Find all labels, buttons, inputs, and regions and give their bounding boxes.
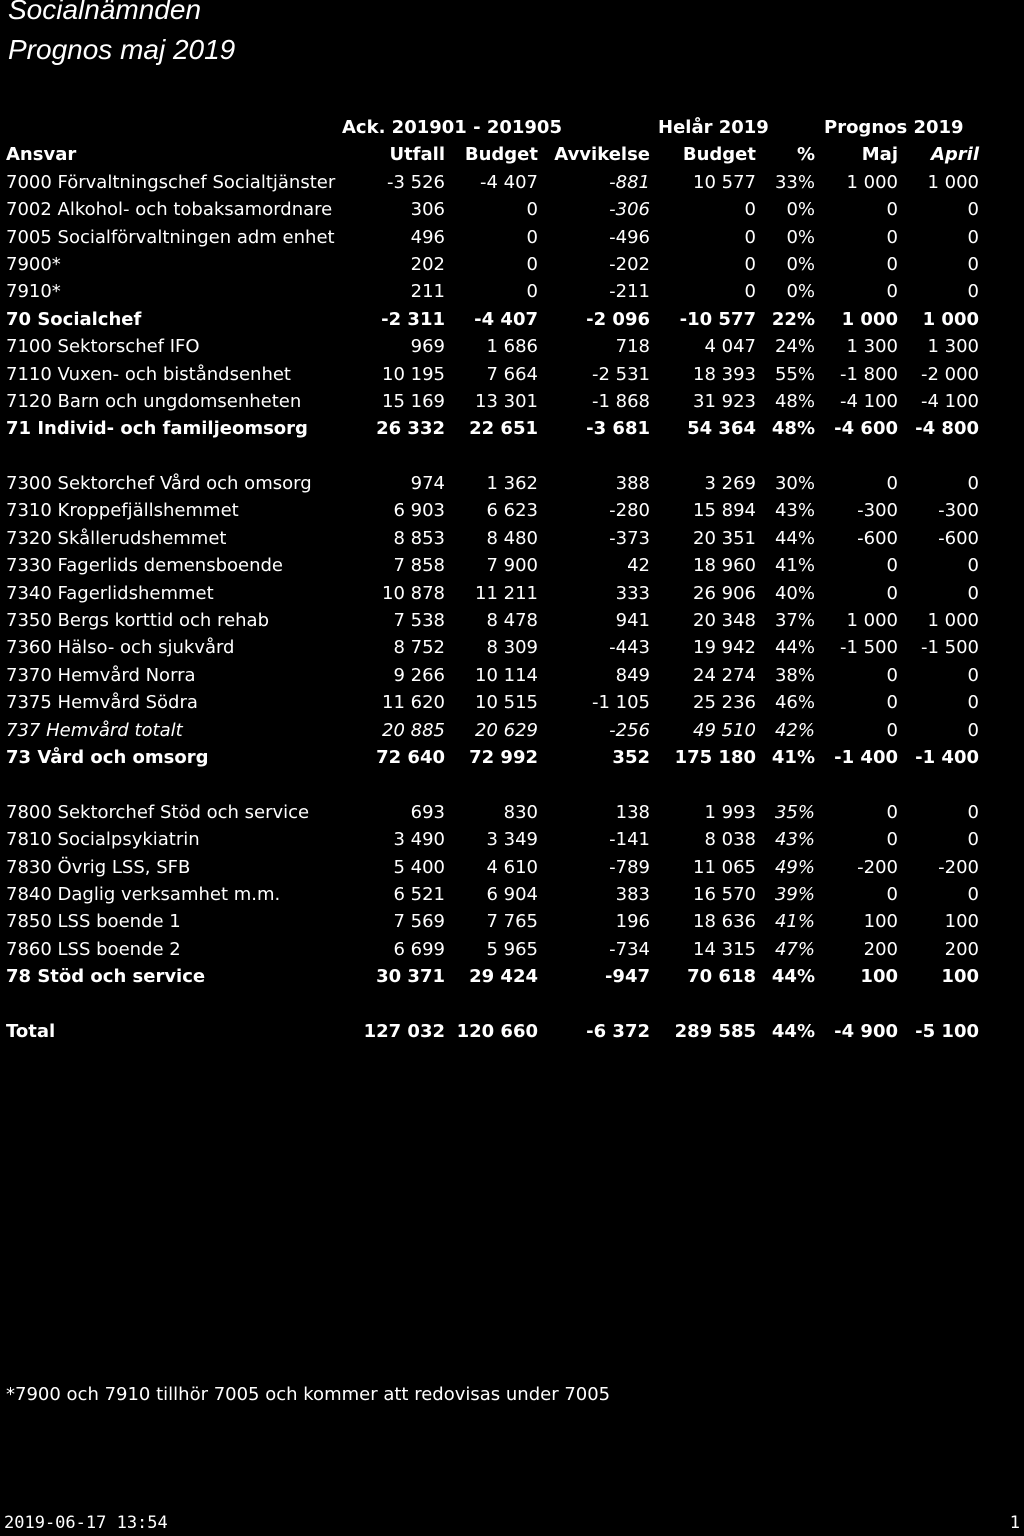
cell-budget: 4 610: [486, 856, 538, 878]
table-row: [0, 881, 1024, 908]
cell-budget: 3 349: [486, 829, 538, 851]
cell-budget-helar: 16 570: [693, 883, 756, 905]
cell-avvikelse: 333: [615, 582, 650, 604]
cell-percent: 44%: [771, 1020, 815, 1042]
cell-maj: 0: [886, 253, 898, 275]
cell-budget-helar: 18 960: [693, 555, 756, 577]
cell-maj: -1 400: [834, 746, 898, 768]
cell-percent: 39%: [774, 883, 815, 905]
table-row: [0, 224, 1024, 251]
cell-april: -1 500: [920, 637, 979, 659]
cell-avvikelse: -734: [609, 938, 650, 960]
row-label: 737 Hemvård totalt: [6, 719, 183, 741]
cell-avvikelse: -306: [609, 199, 650, 221]
row-label: 7310 Kroppefjällshemmet: [6, 500, 239, 522]
cell-budget: 20 629: [475, 719, 538, 741]
cell-utfall: 30 371: [376, 966, 445, 988]
cell-budget-helar: 0: [744, 199, 756, 221]
table-row: [0, 744, 1024, 771]
cell-maj: -4 600: [834, 418, 898, 440]
cell-budget-helar: 70 618: [687, 966, 756, 988]
group-header-prognos: Prognos 2019: [824, 117, 964, 138]
cell-budget-helar: 4 047: [704, 336, 756, 358]
cell-budget-helar: 0: [744, 253, 756, 275]
cell-budget: 8 478: [486, 610, 538, 632]
cell-april: -200: [938, 856, 979, 878]
row-label: 7320 Skållerudshemmet: [6, 527, 227, 549]
spacer-row: [0, 443, 1024, 470]
cell-budget-helar: 289 585: [674, 1020, 756, 1042]
cell-avvikelse: 718: [615, 336, 650, 358]
cell-maj: 0: [886, 692, 898, 714]
cell-budget-helar: 8 038: [704, 829, 756, 851]
cell-avvikelse: -211: [609, 281, 650, 303]
col-header-maj: Maj: [861, 144, 898, 166]
cell-maj: 0: [886, 473, 898, 495]
cell-budget: 0: [526, 199, 538, 221]
cell-percent: 48%: [771, 418, 815, 440]
cell-budget-helar: 20 351: [693, 527, 756, 549]
table-row: [0, 607, 1024, 634]
cell-april: -5 100: [915, 1020, 979, 1042]
cell-april: -300: [938, 500, 979, 522]
cell-budget-helar: 49 510: [693, 719, 756, 741]
cell-avvikelse: -2 096: [586, 308, 650, 330]
cell-april: 0: [967, 281, 979, 303]
cell-percent: 47%: [774, 938, 815, 960]
table-row: [0, 799, 1024, 826]
cell-april: 1 000: [927, 171, 979, 193]
cell-budget-helar: 10 577: [693, 171, 756, 193]
cell-utfall: 127 032: [363, 1020, 445, 1042]
cell-maj: -600: [857, 527, 898, 549]
table-row: [0, 333, 1024, 360]
table-row: [0, 1018, 1024, 1045]
cell-utfall: 7 858: [393, 555, 445, 577]
row-label: 7340 Fagerlidshemmet: [6, 582, 214, 604]
row-label: Total: [6, 1020, 56, 1042]
cell-budget-helar: 18 636: [693, 911, 756, 933]
cell-percent: 40%: [774, 582, 815, 604]
cell-avvikelse: -202: [609, 253, 650, 275]
cell-april: 100: [941, 966, 979, 988]
table-row: [0, 388, 1024, 415]
cell-april: 0: [967, 473, 979, 495]
cell-april: 0: [967, 883, 979, 905]
cell-percent: 44%: [771, 966, 815, 988]
cell-april: -600: [938, 527, 979, 549]
row-label: 7900*: [6, 253, 61, 275]
cell-utfall: 693: [410, 801, 445, 823]
cell-budget-helar: -10 577: [679, 308, 756, 330]
table-row: [0, 936, 1024, 963]
cell-percent: 33%: [774, 171, 815, 193]
cell-avvikelse: -373: [609, 527, 650, 549]
row-label: 7100 Sektorschef IFO: [6, 336, 200, 358]
row-label: 73 Vård och omsorg: [6, 746, 209, 768]
cell-utfall: 7 569: [393, 911, 445, 933]
cell-avvikelse: -2 531: [591, 363, 650, 385]
cell-maj: 1 000: [846, 610, 898, 632]
row-label: 7850 LSS boende 1: [6, 911, 181, 933]
cell-avvikelse: 383: [615, 883, 650, 905]
cell-budget-helar: 24 274: [693, 664, 756, 686]
cell-budget: 0: [526, 281, 538, 303]
col-header-budget: Budget: [464, 144, 538, 166]
table-row: [0, 306, 1024, 333]
row-label: 7375 Hemvård Södra: [6, 692, 198, 714]
cell-budget: 11 211: [475, 582, 538, 604]
cell-april: -2 000: [920, 363, 979, 385]
cell-budget-helar: 26 906: [693, 582, 756, 604]
cell-budget-helar: 18 393: [693, 363, 756, 385]
cell-maj: 0: [886, 226, 898, 248]
cell-maj: 0: [886, 664, 898, 686]
cell-budget-helar: 0: [744, 226, 756, 248]
cell-budget-helar: 15 894: [693, 500, 756, 522]
row-label: 7110 Vuxen- och biståndsenhet: [6, 363, 291, 385]
table-row: [0, 826, 1024, 853]
cell-april: -1 400: [915, 746, 979, 768]
col-header-ansvar: Ansvar: [6, 144, 77, 166]
cell-avvikelse: -3 681: [586, 418, 650, 440]
cell-april: -4 800: [915, 418, 979, 440]
cell-avvikelse: -280: [609, 500, 650, 522]
cell-budget: 120 660: [456, 1020, 538, 1042]
cell-budget: -4 407: [474, 308, 538, 330]
col-header-utfall: Utfall: [389, 144, 445, 166]
cell-avvikelse: -256: [609, 719, 650, 741]
row-label: 7005 Socialförvaltningen adm enhet: [6, 226, 335, 248]
cell-maj: 0: [886, 582, 898, 604]
cell-avvikelse: -496: [609, 226, 650, 248]
cell-april: 100: [944, 911, 979, 933]
cell-april: 0: [967, 719, 979, 741]
cell-utfall: 26 332: [376, 418, 445, 440]
cell-percent: 42%: [774, 719, 815, 741]
cell-budget: 72 992: [469, 746, 538, 768]
cell-budget-helar: 11 065: [693, 856, 756, 878]
cell-percent: 0%: [786, 253, 815, 275]
cell-avvikelse: -6 372: [586, 1020, 650, 1042]
table-row: [0, 854, 1024, 881]
cell-budget: 22 651: [469, 418, 538, 440]
budget-table: [0, 114, 1024, 1045]
table-row: [0, 169, 1024, 196]
cell-avvikelse: -443: [609, 637, 650, 659]
cell-budget: 5 965: [486, 938, 538, 960]
cell-budget: 1 362: [486, 473, 538, 495]
cell-budget-helar: 3 269: [704, 473, 756, 495]
table-row: [0, 497, 1024, 524]
table-row: [0, 552, 1024, 579]
cell-percent: 44%: [774, 527, 815, 549]
cell-percent: 35%: [774, 801, 815, 823]
cell-maj: -4 100: [839, 390, 898, 412]
table-row: [0, 415, 1024, 442]
table-row: [0, 717, 1024, 744]
cell-utfall: 72 640: [376, 746, 445, 768]
cell-budget-helar: 1 993: [704, 801, 756, 823]
row-label: 7840 Daglig verksamhet m.m.: [6, 883, 281, 905]
cell-percent: 41%: [771, 746, 815, 768]
cell-budget-helar: 0: [744, 281, 756, 303]
table-row: [0, 689, 1024, 716]
cell-avvikelse: -1 105: [591, 692, 650, 714]
cell-budget-helar: 31 923: [693, 390, 756, 412]
cell-budget: 10 114: [475, 664, 538, 686]
cell-avvikelse: 196: [615, 911, 650, 933]
cell-april: 1 000: [927, 610, 979, 632]
cell-maj: -4 900: [834, 1020, 898, 1042]
cell-maj: -1 800: [839, 363, 898, 385]
cell-budget: 7 765: [486, 911, 538, 933]
column-header-row: [0, 141, 1024, 168]
cell-utfall: 202: [410, 253, 445, 275]
cell-percent: 30%: [774, 473, 815, 495]
report-subtitle: Prognos maj 2019: [8, 34, 236, 65]
cell-budget: 7 900: [486, 555, 538, 577]
cell-maj: 0: [886, 883, 898, 905]
table-row: [0, 361, 1024, 388]
cell-percent: 43%: [774, 829, 815, 851]
cell-maj: 0: [886, 281, 898, 303]
row-label: 7810 Socialpsykiatrin: [6, 829, 200, 851]
row-label: 78 Stöd och service: [6, 966, 206, 988]
cell-budget-helar: 54 364: [687, 418, 756, 440]
row-label: 7830 Övrig LSS, SFB: [6, 856, 191, 878]
cell-maj: 0: [886, 801, 898, 823]
cell-percent: 24%: [774, 336, 815, 358]
table-row: [0, 634, 1024, 661]
cell-utfall: 6 903: [393, 500, 445, 522]
cell-utfall: 6 699: [393, 938, 445, 960]
cell-april: 0: [967, 253, 979, 275]
cell-percent: 41%: [774, 911, 815, 933]
cell-utfall: 969: [410, 336, 445, 358]
row-label: 7800 Sektorchef Stöd och service: [6, 801, 310, 823]
cell-april: 0: [967, 801, 979, 823]
table-row: [0, 251, 1024, 278]
cell-budget-helar: 25 236: [693, 692, 756, 714]
row-label: 7350 Bergs korttid och rehab: [6, 610, 270, 632]
cell-avvikelse: -1 868: [591, 390, 650, 412]
cell-april: 200: [944, 938, 979, 960]
col-header-percent: %: [796, 144, 815, 166]
cell-avvikelse: 42: [627, 555, 650, 577]
table-row: [0, 580, 1024, 607]
table-row: [0, 662, 1024, 689]
cell-utfall: 211: [410, 281, 445, 303]
cell-april: 0: [967, 664, 979, 686]
cell-percent: 43%: [774, 500, 815, 522]
cell-avvikelse: 941: [615, 610, 650, 632]
col-header-april: April: [930, 144, 979, 166]
cell-utfall: -2 311: [381, 308, 445, 330]
cell-avvikelse: -141: [609, 829, 650, 851]
cell-utfall: 8 752: [393, 637, 445, 659]
cell-budget: 8 309: [486, 637, 538, 659]
cell-avvikelse: 352: [612, 746, 650, 768]
row-label: 7120 Barn och ungdomsenheten: [6, 390, 302, 412]
row-label: 7002 Alkohol- och tobaksamordnare: [6, 199, 333, 221]
cell-percent: 0%: [786, 199, 815, 221]
col-header-avvikelse: Avvikelse: [554, 144, 650, 166]
cell-april: 0: [967, 582, 979, 604]
cell-budget: 29 424: [469, 966, 538, 988]
cell-avvikelse: -947: [604, 966, 650, 988]
cell-budget: 0: [526, 226, 538, 248]
cell-utfall: 974: [410, 473, 445, 495]
cell-april: -4 100: [920, 390, 979, 412]
cell-budget: -4 407: [479, 171, 538, 193]
row-label: 7300 Sektorchef Vård och omsorg: [6, 473, 312, 495]
cell-budget: 830: [503, 801, 538, 823]
cell-budget-helar: 175 180: [674, 746, 756, 768]
cell-percent: 41%: [774, 555, 815, 577]
row-label: 71 Individ- och familjeomsorg: [6, 418, 308, 440]
report-title: Socialnämnden: [8, 0, 202, 25]
row-label: 7370 Hemvård Norra: [6, 664, 196, 686]
cell-maj: -300: [857, 500, 898, 522]
row-label: 7360 Hälso- och sjukvård: [6, 637, 235, 659]
cell-maj: 1 000: [846, 171, 898, 193]
table-row: [0, 908, 1024, 935]
cell-utfall: 5 400: [393, 856, 445, 878]
cell-percent: 37%: [774, 610, 815, 632]
cell-april: 1 000: [922, 308, 979, 330]
cell-percent: 0%: [786, 226, 815, 248]
cell-maj: 0: [886, 555, 898, 577]
group-header-ack: Ack. 201901 - 201905: [342, 117, 562, 138]
cell-percent: 49%: [774, 856, 815, 878]
cell-avvikelse: 388: [615, 473, 650, 495]
cell-utfall: 6 521: [393, 883, 445, 905]
cell-utfall: 496: [410, 226, 445, 248]
group-header-row: [0, 114, 1024, 141]
row-label: 7000 Förvaltningschef Socialtjänster: [6, 171, 336, 193]
table-row: [0, 470, 1024, 497]
col-header-budget-helar: Budget: [682, 144, 756, 166]
cell-maj: 0: [886, 199, 898, 221]
table-row: [0, 278, 1024, 305]
cell-maj: 1 000: [841, 308, 898, 330]
cell-utfall: -3 526: [386, 171, 445, 193]
cell-utfall: 15 169: [382, 390, 445, 412]
cell-budget: 8 480: [486, 527, 538, 549]
print-timestamp: 2019-06-17 13:54: [4, 1513, 168, 1533]
cell-utfall: 3 490: [393, 829, 445, 851]
cell-budget: 6 623: [486, 500, 538, 522]
cell-budget: 10 515: [475, 692, 538, 714]
cell-maj: 200: [863, 938, 898, 960]
cell-budget-helar: 19 942: [693, 637, 756, 659]
cell-budget: 1 686: [486, 336, 538, 358]
cell-maj: 0: [886, 719, 898, 741]
cell-april: 0: [967, 692, 979, 714]
cell-avvikelse: -881: [609, 171, 650, 193]
row-label: 70 Socialchef: [6, 308, 142, 330]
table-row: [0, 525, 1024, 552]
cell-percent: 38%: [774, 664, 815, 686]
cell-budget: 0: [526, 253, 538, 275]
cell-utfall: 7 538: [393, 610, 445, 632]
table-row: [0, 196, 1024, 223]
row-label: 7910*: [6, 281, 61, 303]
cell-utfall: 11 620: [382, 692, 445, 714]
cell-percent: 0%: [786, 281, 815, 303]
cell-utfall: 10 878: [382, 582, 445, 604]
cell-utfall: 306: [410, 199, 445, 221]
cell-avvikelse: 849: [615, 664, 650, 686]
row-label: 7330 Fagerlids demensboende: [6, 555, 284, 577]
table-row: [0, 963, 1024, 990]
cell-avvikelse: 138: [615, 801, 650, 823]
cell-percent: 44%: [774, 637, 815, 659]
cell-maj: 0: [886, 829, 898, 851]
cell-maj: 100: [863, 911, 898, 933]
cell-april: 0: [967, 199, 979, 221]
spacer-row: [0, 991, 1024, 1018]
page-number: 1: [1009, 1513, 1020, 1533]
cell-maj: 1 300: [846, 336, 898, 358]
cell-april: 0: [967, 555, 979, 577]
cell-budget: 7 664: [486, 363, 538, 385]
footnote: *7900 och 7910 tillhör 7005 och kommer att redovisas under 7005: [6, 1384, 611, 1405]
cell-utfall: 20 885: [382, 719, 445, 741]
spacer-row: [0, 771, 1024, 798]
cell-utfall: 8 853: [393, 527, 445, 549]
cell-utfall: 10 195: [382, 363, 445, 385]
cell-budget: 6 904: [486, 883, 538, 905]
row-label: 7860 LSS boende 2: [6, 938, 181, 960]
group-header-helar: Helår 2019: [658, 117, 769, 138]
cell-utfall: 9 266: [393, 664, 445, 686]
cell-percent: 22%: [771, 308, 815, 330]
cell-maj: 100: [860, 966, 898, 988]
cell-april: 0: [967, 829, 979, 851]
cell-avvikelse: -789: [609, 856, 650, 878]
cell-april: 1 300: [927, 336, 979, 358]
cell-maj: -1 500: [839, 637, 898, 659]
cell-budget-helar: 14 315: [693, 938, 756, 960]
cell-percent: 55%: [774, 363, 815, 385]
cell-percent: 46%: [774, 692, 815, 714]
cell-budget: 13 301: [475, 390, 538, 412]
cell-percent: 48%: [774, 390, 815, 412]
cell-april: 0: [967, 226, 979, 248]
cell-maj: -200: [857, 856, 898, 878]
cell-budget-helar: 20 348: [693, 610, 756, 632]
